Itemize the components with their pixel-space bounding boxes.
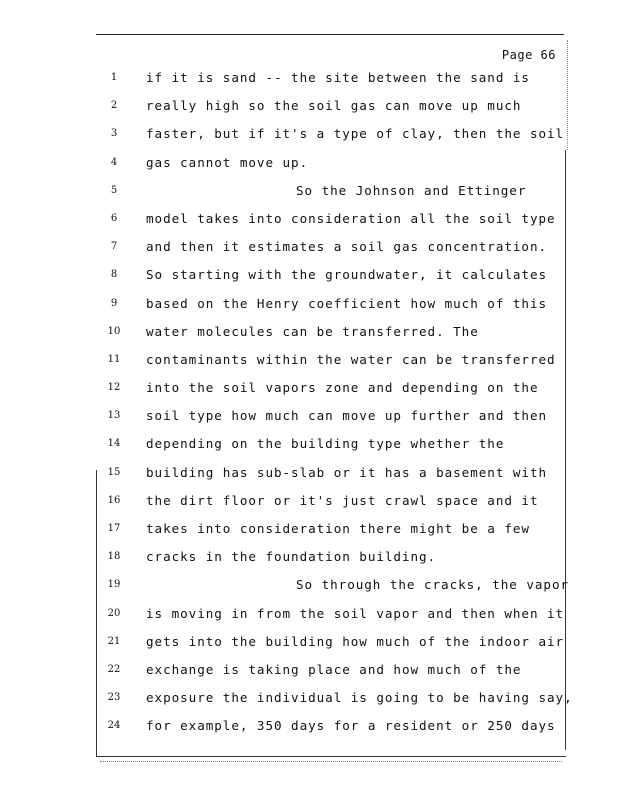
transcript-line bbox=[0, 459, 618, 487]
line-number: 4 bbox=[110, 156, 118, 168]
line-number: 1 bbox=[110, 72, 118, 83]
transcript-line bbox=[0, 92, 618, 120]
transcript-line bbox=[0, 684, 618, 712]
line-text: model takes into consideration all the soil type bbox=[146, 210, 556, 226]
line-number: 14 bbox=[107, 438, 121, 450]
transcript-line bbox=[0, 656, 618, 684]
transcript-line bbox=[0, 543, 618, 571]
line-number: 17 bbox=[107, 523, 121, 534]
line-text: faster, but if it's a type of clay, then the soil bbox=[146, 126, 565, 142]
transcript-line bbox=[0, 402, 618, 430]
line-number: 19 bbox=[107, 579, 121, 591]
line-text: depending on the building type whether the bbox=[146, 436, 505, 452]
line-number: 7 bbox=[110, 241, 118, 253]
transcript-line bbox=[0, 318, 618, 346]
line-number: 24 bbox=[107, 720, 121, 732]
line-text: gas cannot move up. bbox=[146, 154, 309, 170]
line-number: 2 bbox=[110, 100, 118, 112]
line-number: 8 bbox=[110, 269, 118, 281]
line-text: and then it estimates a soil gas concentration. bbox=[146, 239, 548, 255]
transcript-line bbox=[0, 261, 618, 289]
line-text: gets into the building how much of the indoor air bbox=[146, 633, 565, 649]
line-number: 20 bbox=[107, 607, 121, 619]
line-text: water molecules can be transferred. The bbox=[146, 323, 479, 339]
line-text: So through the cracks, the vapor bbox=[296, 577, 570, 593]
line-number: 3 bbox=[110, 128, 118, 140]
line-number: 22 bbox=[107, 663, 121, 675]
transcript-line bbox=[0, 120, 618, 148]
line-text: really high so the soil gas can move up much bbox=[146, 98, 522, 114]
line-text: is moving in from the soil vapor and then when it bbox=[146, 605, 565, 621]
line-text: exchange is taking place and how much of the bbox=[146, 661, 522, 677]
scan-artifact-line bbox=[100, 761, 562, 762]
transcript-line bbox=[0, 64, 618, 92]
line-text: soil type how much can move up further and then bbox=[146, 408, 548, 424]
line-number: 21 bbox=[107, 635, 121, 647]
line-number: 9 bbox=[110, 297, 118, 309]
line-number: 13 bbox=[107, 410, 121, 422]
line-text: So the Johnson and Ettinger bbox=[296, 182, 527, 198]
transcript-line bbox=[0, 177, 618, 205]
line-text: the dirt floor or it's just crawl space and it bbox=[146, 492, 539, 508]
line-number: 11 bbox=[107, 353, 121, 365]
transcript-lines bbox=[0, 64, 618, 741]
line-text: building has sub-slab or it has a basement with bbox=[146, 464, 548, 480]
transcript-line bbox=[0, 374, 618, 402]
transcript-line bbox=[0, 515, 618, 543]
line-number: 5 bbox=[110, 184, 118, 196]
line-number: 10 bbox=[107, 325, 121, 337]
transcript-line bbox=[0, 205, 618, 233]
transcript-line bbox=[0, 290, 618, 318]
top-rule bbox=[96, 34, 564, 35]
line-text: if it is sand -- the site between the sand is bbox=[146, 70, 530, 85]
transcript-line bbox=[0, 628, 618, 656]
line-number: 6 bbox=[110, 212, 118, 224]
line-number: 15 bbox=[107, 466, 121, 478]
line-text: exposure the individual is going to be having say, bbox=[146, 690, 573, 706]
line-text: for example, 350 days for a resident or 250 days bbox=[146, 718, 556, 734]
transcript-line bbox=[0, 233, 618, 261]
transcript-line bbox=[0, 149, 618, 177]
line-text: cracks in the foundation building. bbox=[146, 549, 437, 565]
transcript-line bbox=[0, 430, 618, 458]
bottom-rule bbox=[96, 756, 566, 757]
transcript-line bbox=[0, 600, 618, 628]
transcript-line bbox=[0, 571, 618, 599]
page-number-label: Page 66 bbox=[501, 48, 556, 62]
line-number: 12 bbox=[107, 382, 121, 394]
transcript-line bbox=[0, 712, 618, 740]
line-text: contaminants within the water can be transferred bbox=[146, 351, 556, 367]
line-text: takes into consideration there might be a few bbox=[146, 521, 530, 536]
line-text: based on the Henry coefficient how much of this bbox=[146, 295, 548, 311]
line-number: 16 bbox=[107, 494, 121, 506]
transcript-line bbox=[0, 346, 618, 374]
line-text: So starting with the groundwater, it calculates bbox=[146, 267, 548, 283]
transcript-line bbox=[0, 487, 618, 515]
line-number: 18 bbox=[107, 551, 121, 563]
line-text: into the soil vapors zone and depending on the bbox=[146, 380, 539, 396]
line-number: 23 bbox=[107, 692, 121, 704]
